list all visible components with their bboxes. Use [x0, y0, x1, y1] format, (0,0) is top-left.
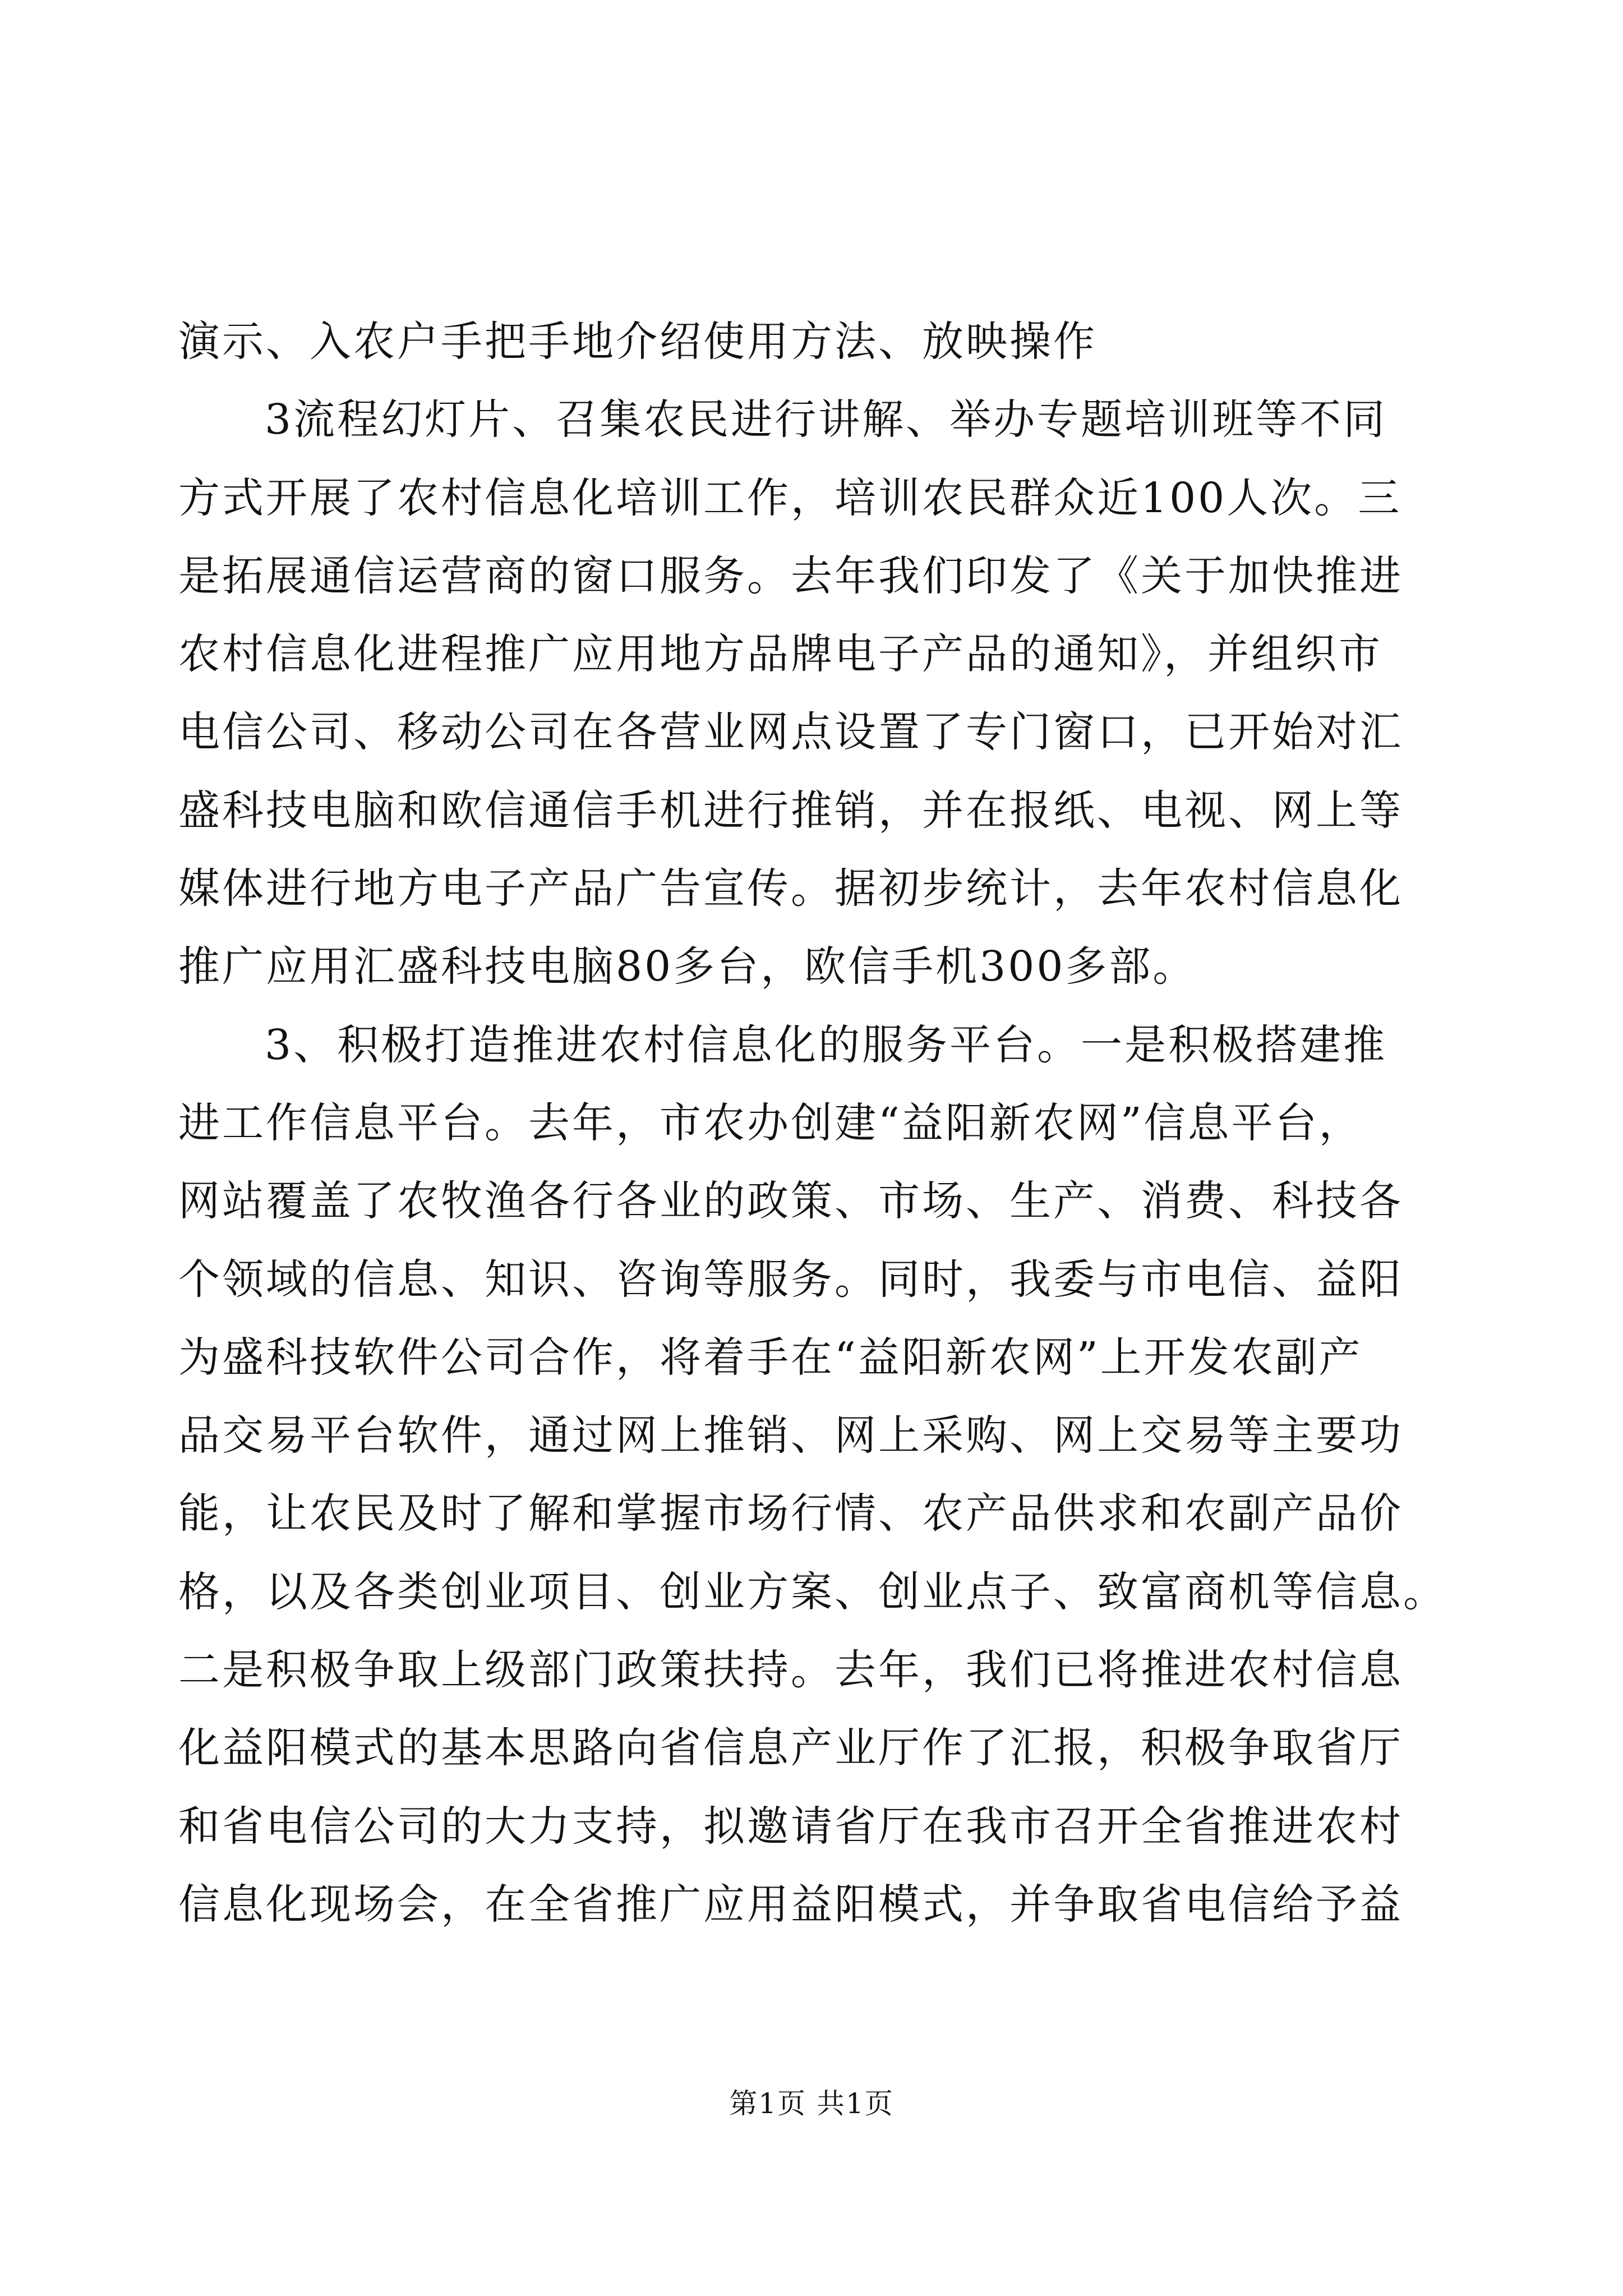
text-line: 能，让农民及时了解和掌握市场行情、农产品供求和农副产品价 [178, 1489, 1403, 1538]
text-line: 进工作信息平台。去年，市农办创建“益阳新农网”信息平台， [178, 1098, 1363, 1147]
text-line: 网站覆盖了农牧渔各行各业的政策、市场、生产、消费、科技各 [178, 1177, 1403, 1226]
text-line: 为盛科技软件公司合作，将着手在“益阳新农网”上开发农副产 [178, 1333, 1363, 1382]
text-line: 电信公司、移动公司在各营业网点设置了专门窗口，已开始对汇 [178, 708, 1403, 757]
text-line: 农村信息化进程推广应用地方品牌电子产品的通知》，并组织市 [178, 630, 1382, 679]
text-line: 演示、入农户手把手地介绍使用方法、放映操作 [178, 318, 1097, 366]
text-line: 推广应用汇盛科技电脑80多台，欧信手机300多部。 [178, 942, 1197, 991]
text-line: 媒体进行地方电子产品广告宣传。据初步统计，去年农村信息化 [178, 864, 1403, 913]
text-line: 品交易平台软件，通过网上推销、网上采购、网上交易等主要功 [178, 1411, 1403, 1460]
text-line-paragraph-start: 3流程幻灯片、召集农民进行讲解、举办专题培训班等不同 [265, 395, 1387, 444]
text-line: 化益阳模式的基本思路向省信息产业厅作了汇报，积极争取省厅 [178, 1724, 1403, 1773]
text-line: 格，以及各类创业项目、创业方案、创业点子、致富商机等信息。 [178, 1567, 1447, 1616]
text-line: 方式开展了农村信息化培训工作，培训农民群众近100人次。三 [178, 473, 1402, 522]
text-line: 是拓展通信运营商的窗口服务。去年我们印发了《关于加快推进 [178, 551, 1403, 600]
page-number-footer: 第1页 共1页 [729, 2087, 894, 2120]
text-line: 信息化现场会，在全省推广应用益阳模式，并争取省电信给予益 [178, 1880, 1403, 1929]
text-line-paragraph-start: 3、积极打造推进农村信息化的服务平台。一是积极搭建推 [265, 1020, 1387, 1069]
text-line: 和省电信公司的大力支持，拟邀请省厅在我市召开全省推进农村 [178, 1802, 1403, 1851]
text-line: 个领域的信息、知识、咨询等服务。同时，我委与市电信、益阳 [178, 1255, 1403, 1304]
document-body [178, 303, 1447, 1944]
text-line: 二是积极争取上级部门政策扶持。去年，我们已将推进农村信息 [178, 1646, 1403, 1695]
text-line: 盛科技电脑和欧信通信手机进行推销，并在报纸、电视、网上等 [178, 786, 1403, 835]
